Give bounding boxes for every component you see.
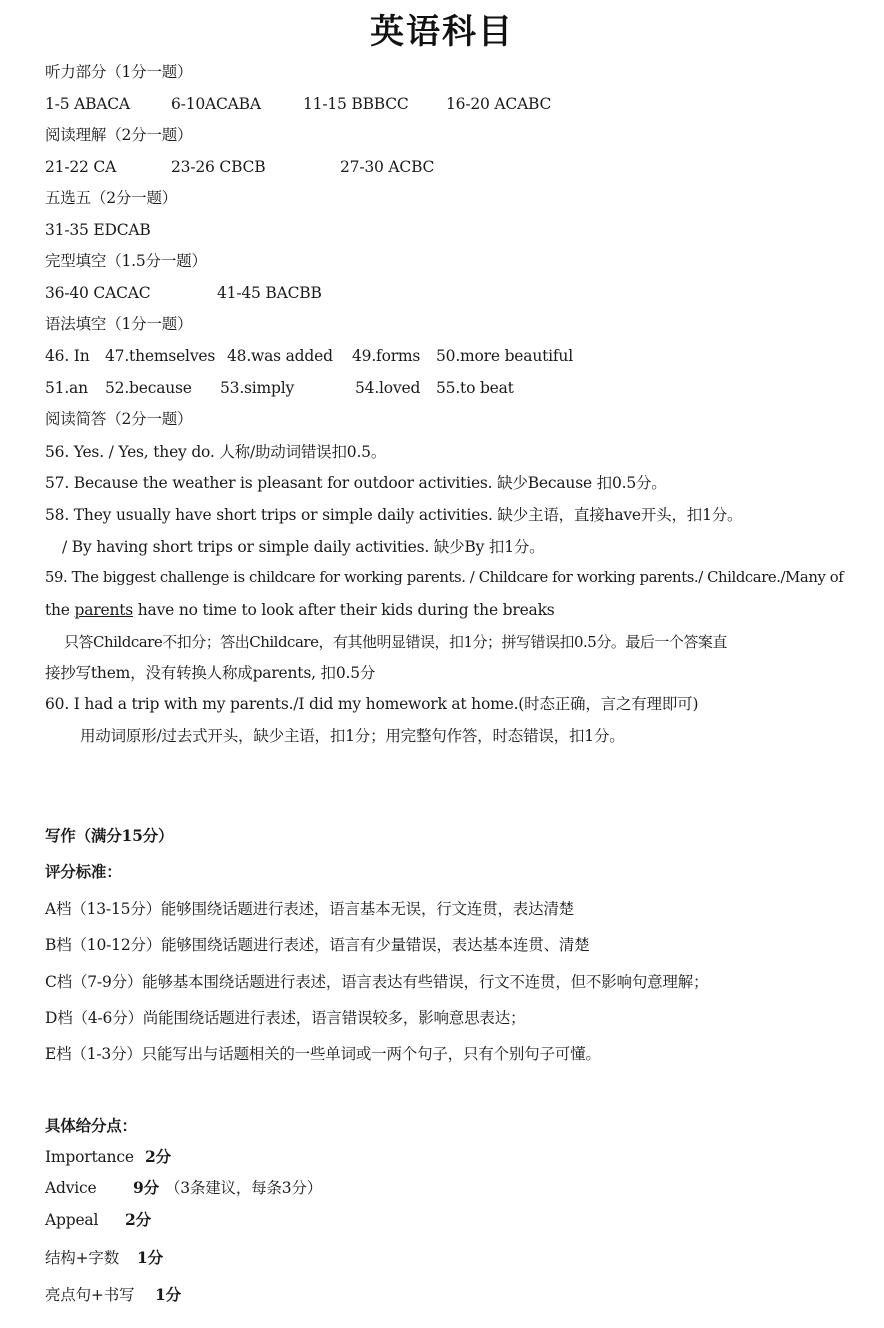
answer-56: 56. Yes. / Yes, they do. 人称/助动词错误扣0.5。 bbox=[45, 443, 387, 461]
point-score: 1分 bbox=[155, 1285, 181, 1304]
point-label: Advice bbox=[45, 1179, 97, 1197]
point-score: 2分 bbox=[145, 1147, 171, 1166]
answer-60: 60. I had a trip with my parents./I did my homework at home.(时态正确，言之有理即可) bbox=[45, 695, 699, 713]
answer-group: 16-20 ACABC bbox=[446, 95, 552, 113]
criteria-level-c: C档（7-9分）能够基本围绕话题进行表述，语言表达有些错误，行文不连贯，但不影响句意理解； bbox=[45, 973, 709, 991]
grammar-item: 49.forms bbox=[352, 347, 421, 365]
point-score: 9分 bbox=[133, 1178, 159, 1197]
point-row-highlight bbox=[45, 1285, 445, 1305]
point-row-structure bbox=[45, 1248, 445, 1268]
answer-group: 21-22 CA bbox=[45, 158, 117, 176]
point-score: 1分 bbox=[137, 1248, 163, 1267]
listening-answers bbox=[45, 94, 845, 114]
point-row-advice bbox=[45, 1178, 445, 1198]
grammar-item: 54.loved bbox=[355, 379, 421, 397]
answer-59: 59. The biggest challenge is childcare for working parents. / Childcare for working parents./ Childcare./Many of bbox=[45, 569, 844, 586]
answer-group: 6-10ACABA bbox=[171, 95, 261, 113]
answer-59-note-cont: 接抄写them，没有转换人称成parents, 扣0.5分 bbox=[45, 664, 376, 682]
grammar-item: 51.an bbox=[45, 379, 88, 397]
criteria-level-b: B档（10-12分）能够围绕话题进行表述，语言有少量错误，表达基本连贯、清楚 bbox=[45, 936, 590, 954]
point-row-appeal bbox=[45, 1210, 445, 1230]
answer-group: 1-5 ABACA bbox=[45, 95, 130, 113]
grammar-item: 46. In bbox=[45, 347, 90, 365]
answer-60-note: 用动词原形/过去式开头，缺少主语，扣1分；用完整句作答，时态错误，扣1分。 bbox=[80, 727, 625, 745]
answer-group: 27-30 ACBC bbox=[340, 158, 435, 176]
answer-group: 23-26 CBCB bbox=[171, 158, 266, 176]
grammar-item: 52.because bbox=[105, 379, 192, 397]
criteria-level-a: A档（13-15分）能够围绕话题进行表述，语言基本无误，行文连贯，表达清楚 bbox=[45, 900, 574, 918]
answer-58-alt: / By having short trips or simple daily activities. 缺少By 扣1分。 bbox=[62, 538, 545, 556]
grammar-row bbox=[45, 346, 845, 366]
listening-header: 听力部分（1分一题） bbox=[45, 63, 193, 81]
reading-answers bbox=[45, 157, 845, 177]
cloze-header: 完型填空（1.5分一题） bbox=[45, 252, 207, 270]
page-title: 英语科目 bbox=[370, 12, 514, 52]
answer-59-text: the bbox=[45, 601, 75, 619]
grammar-header: 语法填空（1分一题） bbox=[45, 315, 193, 333]
grammar-row bbox=[45, 378, 845, 398]
answer-group: 11-15 BBBCC bbox=[303, 95, 409, 113]
point-note: （3条建议，每条3分） bbox=[165, 1179, 323, 1197]
answer-59-cont bbox=[45, 600, 555, 620]
grammar-item: 47.themselves bbox=[105, 347, 216, 365]
grammar-item: 48.was added bbox=[227, 347, 333, 365]
point-label: 亮点句+书写 bbox=[45, 1286, 135, 1304]
underlined-word: parents bbox=[74, 601, 134, 619]
point-label: Importance bbox=[45, 1148, 134, 1166]
five-choose-header: 五选五（2分一题） bbox=[45, 189, 178, 207]
answer-58: 58. They usually have short trips or simple daily activities. 缺少主语，直接have开头，扣1分。 bbox=[45, 506, 743, 524]
criteria-level-d: D档（4-6分）尚能围绕话题进行表述，语言错误较多，影响意思表达； bbox=[45, 1009, 526, 1027]
five-choose-answers: 31-35 EDCAB bbox=[45, 221, 151, 239]
reading-header: 阅读理解（2分一题） bbox=[45, 126, 193, 144]
grammar-item: 53.simply bbox=[220, 379, 295, 397]
answer-59-text: have no time to look after their kids during the breaks bbox=[133, 601, 555, 619]
cloze-answers bbox=[45, 283, 845, 303]
points-header: 具体给分点： bbox=[45, 1116, 137, 1135]
answer-57: 57. Because the weather is pleasant for outdoor activities. 缺少Because 扣0.5分。 bbox=[45, 474, 667, 492]
grammar-item: 50.more beautiful bbox=[436, 347, 573, 365]
answer-group: 36-40 CACAC bbox=[45, 284, 151, 302]
short-answer-header: 阅读简答（2分一题） bbox=[45, 410, 193, 428]
point-label: 结构+字数 bbox=[45, 1249, 119, 1267]
writing-header: 写作（满分15分） bbox=[45, 826, 174, 845]
criteria-header: 评分标准： bbox=[45, 862, 122, 881]
answer-group: 41-45 BACBB bbox=[217, 284, 322, 302]
point-score: 2分 bbox=[125, 1210, 151, 1229]
point-label: Appeal bbox=[45, 1211, 99, 1229]
answer-59-note: 只答Childcare不扣分；答出Childcare，有其他明显错误，扣1分；拼写错误扣0.5分。最后一个答案直 bbox=[64, 633, 727, 651]
criteria-level-e: E档（1-3分）只能写出与话题相关的一些单词或一两个句子，只有个别句子可懂。 bbox=[45, 1045, 601, 1063]
grammar-item: 55.to beat bbox=[436, 379, 514, 397]
point-row-importance bbox=[45, 1147, 445, 1167]
